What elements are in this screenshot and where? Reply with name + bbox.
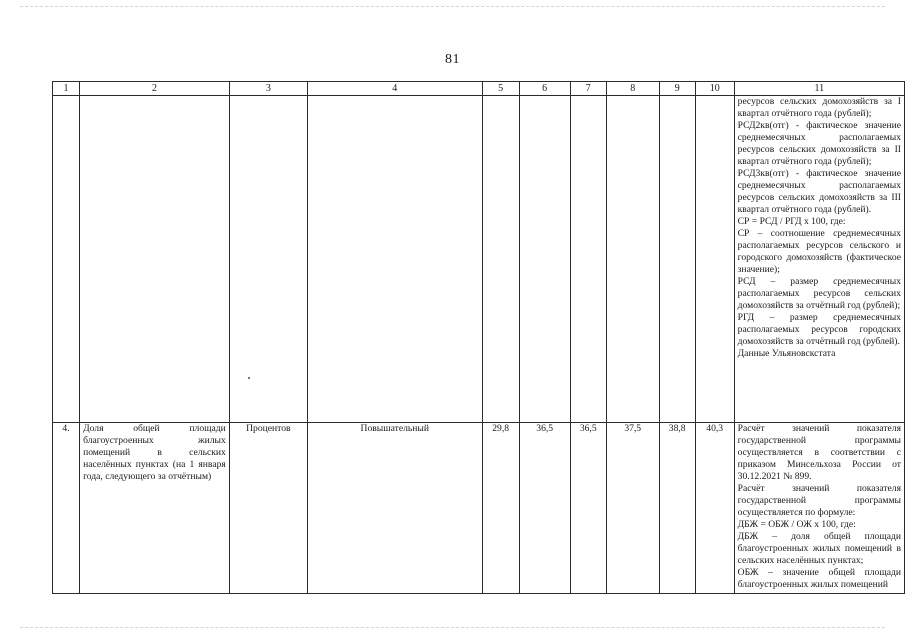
method-text: РСД – размер среднемесячных располагаемых ресурсов сельских домохозяйств за отчётный год (рублей); xyxy=(737,276,901,311)
method-formula: СР = РСД / РГД х 100, где: xyxy=(737,216,846,227)
method-text: СР – соотношение среднемесячных располагаемых ресурсов сельского и городского домохозяйств (фактическое значение); xyxy=(737,228,901,275)
method-text: РГД – размер среднемесячных располагаемых ресурсов городских домохозяйств за отчётный год (рублей). xyxy=(737,312,901,347)
method-text: РСД3кв(отг) - фактическое значение среднемесячных располагаемых ресурсов сельских домохозяйств за III квартал отчётного года (рублей). xyxy=(737,168,901,215)
header-col-7: 7 xyxy=(570,82,606,96)
indicator-table xyxy=(52,81,905,594)
method-text: ДБЖ – доля общей площади благоустроенных жилых помещений в сельских населённых пунктах; xyxy=(737,531,901,566)
method-text: ресурсов сельских домохозяйств за I квартал отчётного года (рублей); xyxy=(737,96,901,119)
unit-of-measure: Процентов xyxy=(229,423,307,594)
table-row xyxy=(53,96,905,423)
scan-speck xyxy=(248,377,250,379)
value-col-10: 40,3 xyxy=(695,423,734,594)
page-number: 81 xyxy=(445,52,460,67)
method-cell xyxy=(734,96,904,423)
header-col-9: 9 xyxy=(659,82,695,96)
method-text: РСД2кв(отг) - фактическое значение среднемесячных располагаемых ресурсов сельских домохозяйств за II квартал отчётного года (рублей); xyxy=(737,120,901,167)
header-col-6: 6 xyxy=(519,82,570,96)
header-col-11: 11 xyxy=(734,82,904,96)
header-col-3: 3 xyxy=(229,82,307,96)
header-col-4: 4 xyxy=(307,82,482,96)
header-col-2: 2 xyxy=(80,82,230,96)
row-number: 4. xyxy=(53,423,80,594)
data-source: Данные Ульяновскстата xyxy=(737,348,836,359)
value-col-7: 36,5 xyxy=(570,423,606,594)
value-col-9: 38,8 xyxy=(659,423,695,594)
scan-edge-bottom xyxy=(20,627,885,628)
value-col-6: 36,5 xyxy=(519,423,570,594)
indicator-type: Повышательный xyxy=(307,423,482,594)
method-text: Расчёт значений показателя государственной программы осуществляется в соответствии с приказом Минсельхоза России от 30.12.2021 № 899. xyxy=(737,423,901,482)
header-col-1: 1 xyxy=(53,82,80,96)
value-col-5: 29,8 xyxy=(482,423,519,594)
method-text: Расчёт значений показателя государственной программы осуществляется по формуле: xyxy=(737,483,901,518)
header-col-5: 5 xyxy=(482,82,519,96)
scan-edge-top xyxy=(20,6,885,7)
header-col-10: 10 xyxy=(695,82,734,96)
indicator-name: Доля общей площади благоустроенных жилых помещений в сельских населённых пунктах (на 1 января года, следующего за отчётным) xyxy=(80,423,230,594)
value-col-8: 37,5 xyxy=(606,423,659,594)
method-formula: ДБЖ = ОБЖ / ОЖ х 100, где: xyxy=(737,519,856,530)
table-header-row xyxy=(53,82,905,96)
table-row xyxy=(53,423,905,594)
method-cell xyxy=(734,423,904,594)
header-col-8: 8 xyxy=(606,82,659,96)
method-text: ОБЖ – значение общей площади благоустроенных жилых помещений xyxy=(737,567,901,590)
